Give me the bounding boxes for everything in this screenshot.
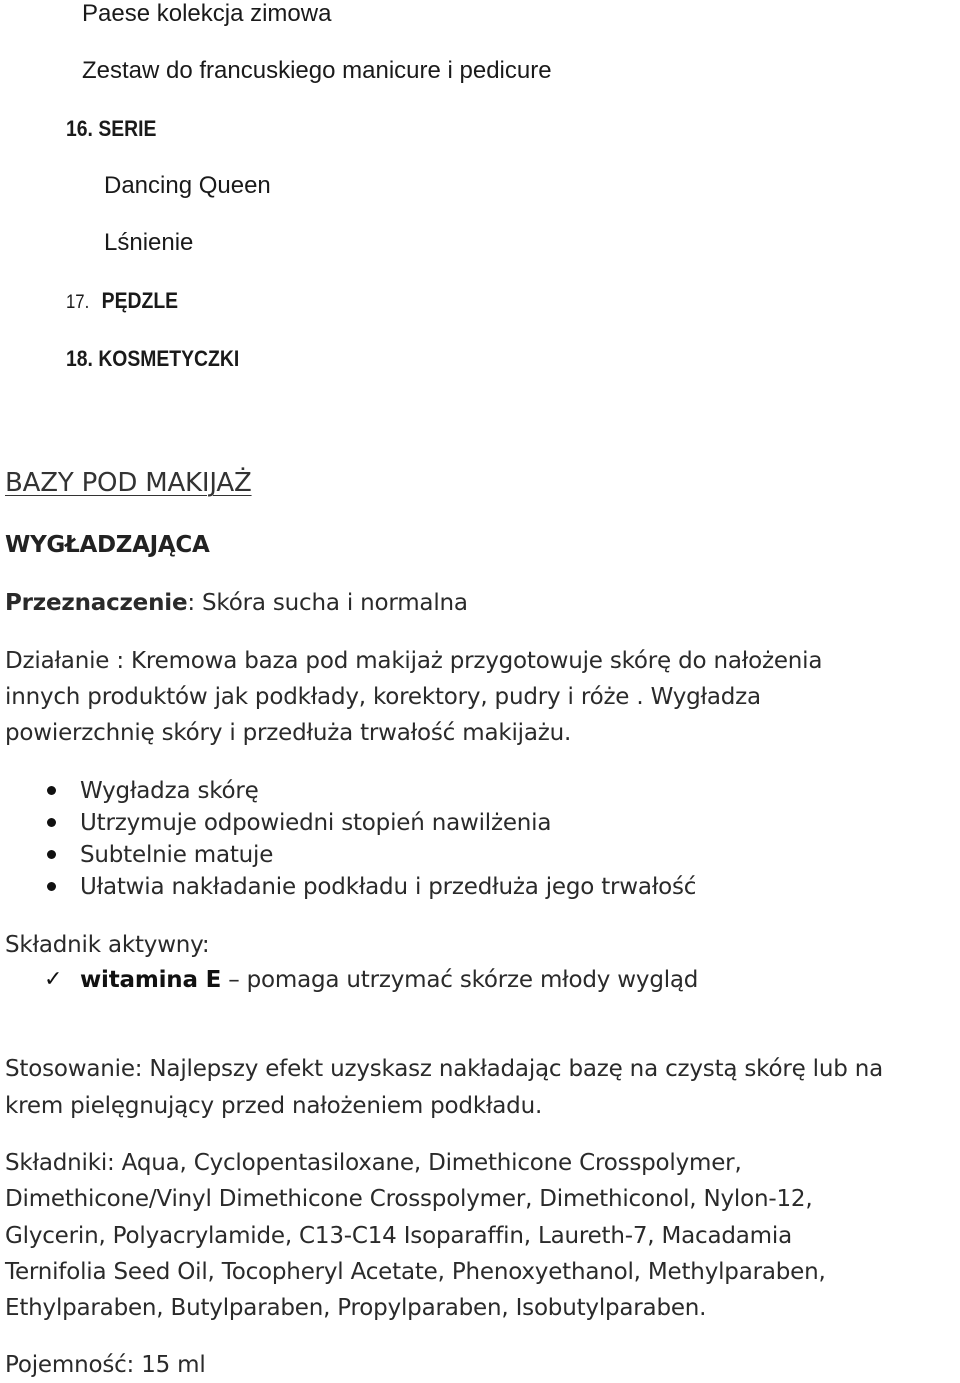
heading-label: SERIE bbox=[98, 116, 157, 141]
product-name: WYGŁADZAJĄCA bbox=[5, 532, 210, 558]
list-item-lsnienie: Lśnienie bbox=[104, 229, 194, 256]
heading-label: PĘDZLE bbox=[101, 288, 179, 313]
bullet-icon bbox=[47, 882, 56, 891]
action-line-3: powierzchnię skóry i przedłuża trwałość makijażu. bbox=[5, 720, 572, 746]
list-item-dancing-queen: Dancing Queen bbox=[104, 172, 271, 199]
numbered-heading-17 bbox=[66, 287, 178, 317]
bullet-icon bbox=[47, 850, 56, 859]
purpose-label: Przeznaczenie bbox=[5, 590, 188, 616]
bullet-item: Ułatwia nakładanie podkładu i przedłuża jego trwałość bbox=[80, 874, 697, 900]
section-title: BAZY POD MAKIJAŻ bbox=[5, 468, 252, 498]
heading-label: KOSMETYCZKI bbox=[98, 346, 240, 371]
ingredients-line-3: Glycerin, Polyacrylamide, C13-C14 Isoparaffin, Laureth-7, Macadamia bbox=[5, 1223, 792, 1249]
action-line-2: innych produktów jak podkłady, korektory, pudry i róże . Wygładza bbox=[5, 684, 761, 710]
bullet-icon bbox=[47, 818, 56, 827]
action-line-1: Działanie : Kremowa baza pod makijaż przygotowuje skórę do nałożenia bbox=[5, 648, 823, 674]
heading-number: 16. bbox=[66, 116, 93, 141]
purpose-value: : Skóra sucha i normalna bbox=[187, 590, 468, 616]
ingredients-line-5: Ethylparaben, Butylparaben, Propylparaben, Isobutylparaben. bbox=[5, 1295, 707, 1321]
capacity-line: Pojemność: 15 ml bbox=[5, 1352, 206, 1378]
usage-line-1: Stosowanie: Najlepszy efekt uzyskasz nakładając bazę na czystą skórę lub na bbox=[5, 1056, 884, 1082]
bullet-item: Utrzymuje odpowiedni stopień nawilżenia bbox=[80, 810, 552, 836]
active-ingredient-name: witamina E bbox=[80, 967, 222, 993]
checkmark-icon: ✓ bbox=[44, 967, 63, 992]
bullet-icon bbox=[47, 786, 56, 795]
list-item-zestaw: Zestaw do francuskiego manicure i pedicure bbox=[82, 57, 552, 84]
ingredients-line-1: Składniki: Aqua, Cyclopentasiloxane, Dimethicone Crosspolymer, bbox=[5, 1150, 742, 1176]
ingredients-line-2: Dimethicone/Vinyl Dimethicone Crosspolymer, Dimethiconol, Nylon-12, bbox=[5, 1186, 813, 1212]
bullet-item: Wygładza skórę bbox=[80, 778, 259, 804]
bullet-item: Subtelnie matuje bbox=[80, 842, 274, 868]
active-ingredient-label: Składnik aktywny: bbox=[5, 932, 210, 958]
heading-number: 18. bbox=[66, 346, 93, 371]
active-ingredient-line bbox=[80, 962, 698, 998]
numbered-heading-16 bbox=[66, 115, 156, 143]
heading-number: 17. bbox=[66, 292, 90, 313]
numbered-heading-18 bbox=[66, 345, 239, 373]
list-item-paese: Paese kolekcja zimowa bbox=[82, 0, 332, 27]
purpose-line bbox=[5, 585, 468, 621]
active-ingredient-desc: – pomaga utrzymać skórze młody wygląd bbox=[221, 967, 699, 993]
ingredients-line-4: Ternifolia Seed Oil, Tocopheryl Acetate, Phenoxyethanol, Methylparaben, bbox=[5, 1259, 826, 1285]
usage-line-2: krem pielęgnujący przed nałożeniem podkładu. bbox=[5, 1093, 543, 1119]
